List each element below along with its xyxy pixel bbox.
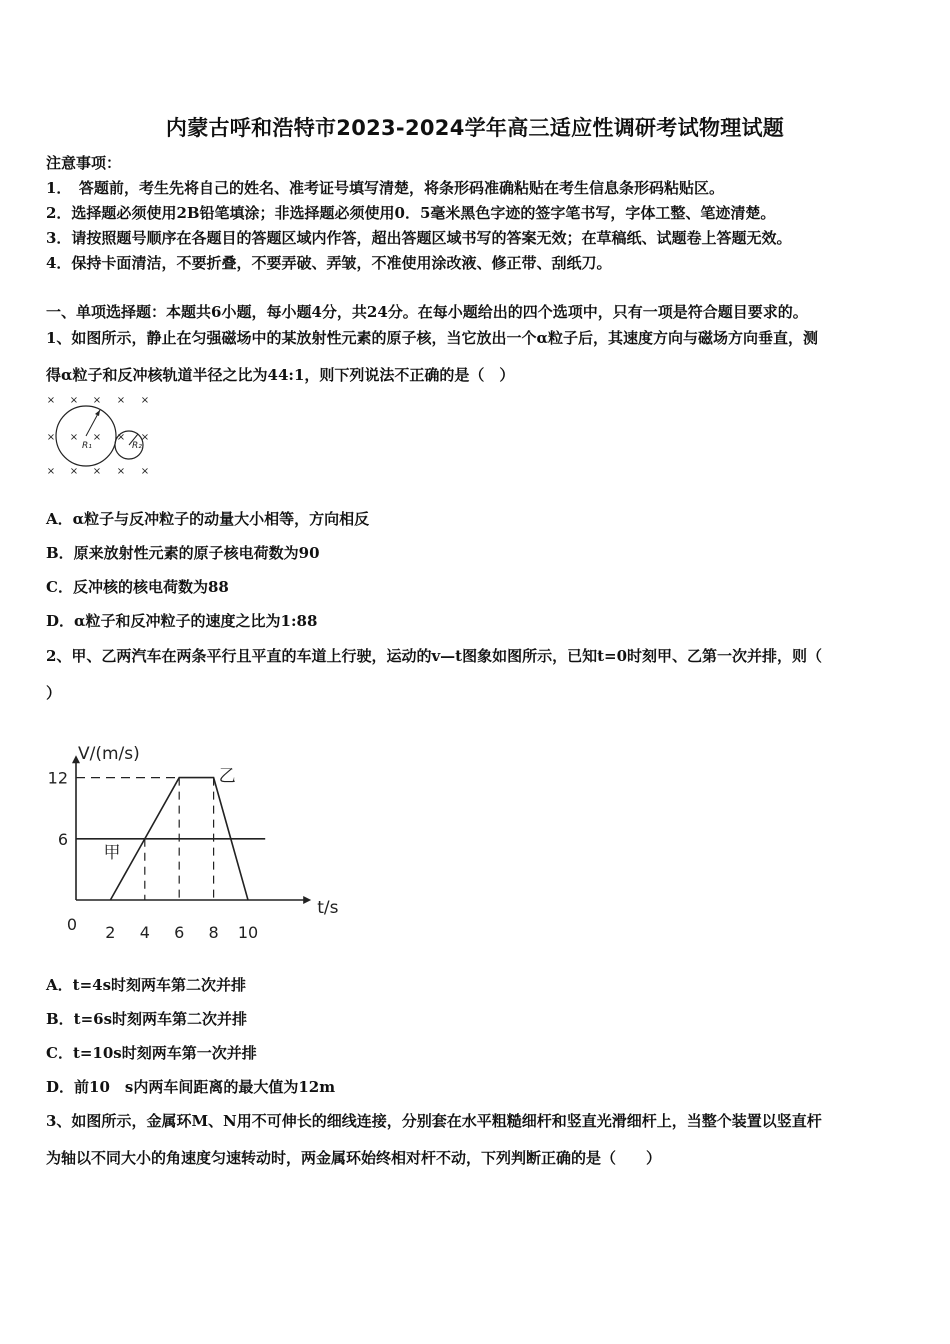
q2-stem: ） bbox=[46, 684, 62, 702]
field-mark: × bbox=[69, 395, 79, 406]
field-mark: × bbox=[140, 395, 150, 406]
x-tick-label: 2 bbox=[105, 923, 116, 942]
q2-option-d: D．前10 s内两车间距离的最大值为12m bbox=[46, 1078, 336, 1096]
note-item: 1． 答题前，考生先将自己的姓名、准考证号填写清楚，将条形码准确粘贴在考生信息条形码粘贴区。 bbox=[46, 179, 724, 197]
x-tick-label: 4 bbox=[139, 923, 150, 942]
x-tick-label: 8 bbox=[208, 923, 219, 942]
q3-stem: 为轴以不同大小的角速度匀速转动时，两金属环始终相对杆不动，下列判断正确的是（ ） bbox=[46, 1149, 662, 1167]
field-mark: × bbox=[116, 432, 126, 443]
q1-option-d: D．α粒子和反冲粒子的速度之比为1:88 bbox=[46, 612, 318, 630]
field-mark: × bbox=[69, 432, 79, 443]
series-label-yi: 乙 bbox=[218, 766, 236, 787]
field-mark: × bbox=[46, 466, 56, 477]
y-tick-label: 6 bbox=[57, 829, 68, 849]
q2-option-b: B．t=6s时刻两车第二次并排 bbox=[46, 1010, 248, 1028]
q2-option-c: C．t=10s时刻两车第一次并排 bbox=[46, 1044, 257, 1062]
field-mark: × bbox=[116, 395, 126, 406]
field-mark: × bbox=[92, 432, 102, 443]
q2-stem: 2、甲、乙两汽车在两条平行且平直的车道上行驶，运动的v—t图象如图所示，已知t=0时刻甲、乙第一次并排，则（ bbox=[46, 647, 823, 665]
field-mark: × bbox=[46, 395, 56, 406]
r2-label: R₂ bbox=[132, 441, 142, 451]
q2-option-a: A．t=4s时刻两车第二次并排 bbox=[46, 976, 247, 994]
x-tick-label: 6 bbox=[174, 923, 185, 942]
note-item: 2．选择题必须使用2B铅笔填涂；非选择题必须使用0．5毫米黑色字迹的签字笔书写，字体工整、笔迹清楚。 bbox=[46, 204, 776, 222]
notes-heading: 注意事项： bbox=[46, 154, 122, 172]
q1-figure bbox=[42, 390, 157, 480]
r1-label: R₁ bbox=[82, 441, 92, 451]
arrowhead bbox=[95, 410, 100, 416]
q1-option-c: C．反冲核的核电荷数为88 bbox=[46, 578, 229, 596]
x-tick-label: 10 bbox=[237, 923, 259, 942]
field-mark: × bbox=[92, 395, 102, 406]
field-mark: × bbox=[140, 432, 150, 443]
q1-stem: 得α粒子和反冲核轨道半径之比为44:1，则下列说法不正确的是（ ） bbox=[46, 366, 515, 384]
field-mark: × bbox=[92, 466, 102, 477]
field-mark: × bbox=[46, 432, 56, 443]
note-item: 3．请按照题号顺序在各题目的答题区域内作答，超出答题区域书写的答案无效；在草稿纸、试题卷上答题无效。 bbox=[46, 229, 792, 247]
section-heading: 一、单项选择题：本题共6小题，每小题4分，共24分。在每小题给出的四个选项中，只有一项是符合题目要求的。 bbox=[46, 303, 808, 321]
x-axis-arrow bbox=[303, 896, 311, 904]
origin-label: 0 bbox=[66, 915, 78, 934]
vt-chart bbox=[40, 728, 360, 948]
q1-option-a: A．α粒子与反冲粒子的动量大小相等，方向相反 bbox=[46, 510, 370, 528]
series-label-jia: 甲 bbox=[103, 843, 121, 864]
field-mark: × bbox=[140, 466, 150, 477]
x-axis-label: t/s bbox=[317, 898, 339, 918]
note-item: 4．保持卡面清洁，不要折叠，不要弄破、弄皱，不准使用涂改液、修正带、刮纸刀。 bbox=[46, 254, 612, 272]
field-mark: × bbox=[69, 466, 79, 477]
q3-stem: 3、如图所示，金属环M、N用不可伸长的细线连接，分别套在水平粗糙细杆和竖直光滑细杆上，当整个装置以竖直杆 bbox=[46, 1112, 822, 1130]
y-axis-label: V/(m/s) bbox=[78, 744, 140, 765]
page-title: 内蒙古呼和浩特市2023-2024学年高三适应性调研考试物理试题 bbox=[165, 116, 785, 140]
field-mark: × bbox=[116, 466, 126, 477]
y-tick-label: 12 bbox=[47, 768, 68, 788]
q1-option-b: B．原来放射性元素的原子核电荷数为90 bbox=[46, 544, 320, 562]
q1-stem: 1、如图所示，静止在匀强磁场中的某放射性元素的原子核，当它放出一个α粒子后，其速度方向与磁场方向垂直，测 bbox=[46, 329, 818, 347]
